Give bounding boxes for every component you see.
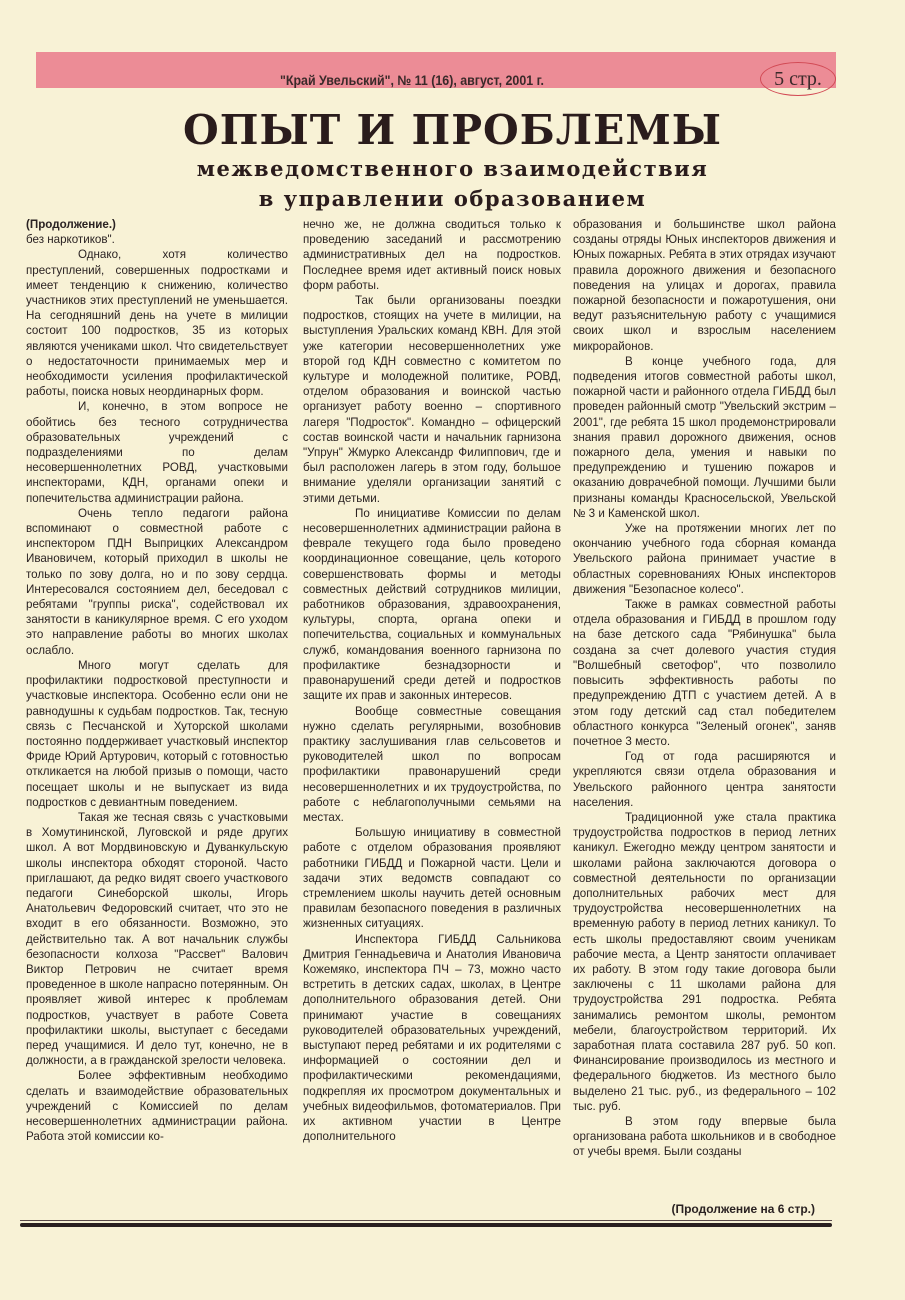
headline-title: ОПЫТ И ПРОБЛЕМЫ: [183, 106, 722, 154]
headline-subtitle-line2: в управлении образованием: [258, 186, 647, 211]
paragraph: Год от года расширяются и укрепляются связи отдела образования и Увельского районного центра занятости населения.: [573, 750, 836, 809]
paragraph: Также в рамках совместной работы отдела образования и ГИБДД в прошлом году на базе детского сада "Рябинушка" была создана за счет долевого участия студия "Волшебный светофор", что позволило повысить эффективность работы по предупреждению ДТП с участием детей. А в этом году детский сад стал победителем областного конкурса "Зеленый огонек", заняв почетное 3 место.: [573, 598, 836, 748]
paragraph: Очень тепло педагоги района вспоминают о совместной работе с инспектором ПДН Выприцких Александром Ивановичем, который приходил в школы не только по зову долга, но и по зову сердца. Интересовался состоянием дел, беседовал с ребятами "группы риска", содействовал их занятости в каникулярное время. С его уходом это направление работы во многих школах ослабло.: [26, 506, 288, 657]
issue-line: "Край Увельский", № 11 (16), август, 2001 г.: [280, 73, 544, 88]
article-column-2: [303, 217, 561, 1144]
continued-from-label: (Продолжение.): [26, 218, 116, 231]
paragraph: без наркотиков".: [26, 233, 115, 247]
paragraph: По инициативе Комиссии по делам несовершеннолетних администрации района в феврале текущего года было проведено координационное совещание, цель которого совершенствовать формы и методы совместных действий сотрудников милиции, работников образования, здравоохранения, культуры, спорта, органа опеки и попечительства, социальных и коммунальных служб, командования военного гарнизона по профилактике безнадзорности и правонарушений среди детей и подростков защите их прав и законных интересов.: [303, 506, 561, 703]
paragraph: образования и большинстве школ района созданы отряды Юных инспекторов движения и Юных пожарных. Ребята в этих отрядах изучают правила дорожного движения и безопасного поведения на улицах и дорогах, правила пожарной безопасности и пожаротушения, они ведут разъяснительную работу с учащимися своих школ и взрослым населением микрорайонов.: [573, 218, 836, 353]
article-column-3: [573, 217, 836, 1160]
paragraph: Традиционной уже стала практика трудоустройства подростков в период летних каникул. Ежегодно между центром занятости и школами района заключаются договора о совместной деятельности по организации дополнительных рабочих мест для трудоустройства несовершеннолетних на временную работу в период летних каникул. То есть школы предоставляют своим ученикам рабочие места, а Центр занятости оплачивает их работу. В этом году такие договора были заключены с 11 школами района для трудоустройства 291 подростка. Ребята занимались ремонтом школы, ремонтом мебели, благоустройством территорий. Их заработная плата составила 287 руб. 50 коп. Финансирование производилось из местного и федерального бюджетов. Из местного было выделено 21 тыс. руб., из федерального – 102 тыс. руб.: [573, 810, 836, 1113]
paragraph: В этом году впервые была организована работа школьников и в свободное от учебы время. Были созданы: [573, 1114, 836, 1159]
paragraph: Много могут сделать для профилактики подростковой преступности и участковые инспектора. Особенно если они не равнодушны к судьбам подростков. Так, тесную связь с Песчанской и Хуторской школами постоянно поддерживает участковый инспектор Фриде Юрий Артурович, который с готовностью откликается на любой призыв о помощи, часто посещает школы и не выпускает из вида подростков с девиантным поведением.: [26, 658, 288, 809]
paragraph: Уже на протяжении многих лет по окончанию учебного года сборная команда Увельского района принимает участие в областных соревнованиях Юных инспекторов движения "Безопасное колесо".: [573, 522, 836, 596]
continued-on-label: (Продолжение на 6 стр.): [671, 1202, 815, 1216]
bottom-rule: [20, 1223, 832, 1227]
paragraph: Большую инициативу в совместной работе с отделом образования проявляют работники ГИБДД и Пожарной части. Цели и задачи этих ведомств совпадают со стремлением школы научить детей основным правилам безопасного поведения в различных жизненных ситуациях.: [303, 826, 561, 931]
bottom-rule-thin: [20, 1220, 832, 1221]
paragraph: Вообще совместные совещания нужно сделать регулярными, возобновив практику заслушивания глав сельсоветов и руководителей школ по вопросам профилактики правонарушений среди несовершеннолетних и их трудоустройства, по работе с неблагополучными семьями на местах.: [303, 704, 561, 824]
paragraph: И, конечно, в этом вопросе не обойтись без тесного сотрудничества образовательных учреждений с подразделениями по делам несовершеннолетних РОВД, участковыми инспекторами, КДН, органами опеки и попечительства администрации района.: [26, 400, 288, 505]
paragraph: Более эффективным необходимо сделать и взаимодействие образовательных учреждений с Комиссией по делам несовершеннолетних администрации района. Работа этой комиссии ко-: [26, 1069, 288, 1144]
paragraph: Так были организованы поездки подростков, стоящих на учете в милиции, на выступления Уральских команд КВН. Для этой уже категории несовершеннолетних уже второй год КДН совместно с комитетом по культуре и молодежной политике, РОВД, отделом образования и воинской частью организует работу военно – спортивного лагеря "Подросток". Командно – офицерский состав воинской части и начальник гарнизона "Упрун" Жмурко Александр Филиппович, где и был расположен лагерь в этом году, большое внимание уделяли организации занятий с этими детьми.: [303, 294, 561, 505]
paragraph: Однако, хотя количество преступлений, совершенных подростками и имеет тенденцию к снижению, количество участников этих преступлений не уменьшается. На сегодняшний день на учете в милиции состоит 100 подростков, 35 из которых являются учениками школ. Что свидетельствует о недостаточности принимаемых мер и необходимости усиления профилактической работы, поиска новых неординарных форм.: [26, 248, 288, 399]
paragraph: В конце учебного года, для подведения итогов совместной работы школ, пожарной части и районного отдела ГИБДД был проведен районный смотр "Увельский экстрим – 2001", где ребята 15 школ продемонстрировали знания правил дорожного движения, основ пожарного дела, умения и навыки по предупреждению и тушению пожаров и оказанию доврачебной помощи. Лучшими были признаны команды Красносельской, Увельской № 3 и Каменской школ.: [573, 354, 836, 520]
article-column-1: [26, 217, 288, 1144]
headline-subtitle-line1: межведомственного взаимодействия: [196, 156, 709, 181]
paragraph: Такая же тесная связь с участковыми в Хомутининской, Луговской и ряде других школ. А вот Мордвиновскую и Дуванкульскую школы инспектора обходят стороной. Часто приглашают, да редко видят своего участкового педагоги Синеборской школы, Игорь Анатольевич Федоровский считает, что это не входит в его обязанности. Возможно, это действительно так. А вот начальник службы безопасности колхоза "Рассвет" Валович Виктор Петрович не считает время проведенное в школе напрасно потерянным. Он проявляет живой интерес к проблемам подростков, участвует в работе Совета профилактики школы, выступает с беседами перед учащимися. И дело тут, конечно, не в должности, а в гражданской зрелости человека.: [26, 810, 288, 1068]
paragraph: Инспектора ГИБДД Сальникова Дмитрия Геннадьевича и Анатолия Ивановича Кожемяко, инспектора ПЧ – 73, можно часто встретить в детских садах, школах, в Центре дополнительного образования детей. Они принимают участие в совещаниях руководителей образовательных учреждений, выступают перед ребятами и их родителями с информацией о состоянии дел и профилактическими рекомендациями, подкрепляя их просмотром документальных и учебных видеофильмов, фотоматериалов. При их активном участии в Центре дополнительного: [303, 932, 561, 1144]
paragraph: нечно же, не должна сводиться только к проведению заседаний и рассмотрению административных дел на подростков. Последнее время идет активный поиск новых форм работы.: [303, 218, 561, 292]
page-number-badge: 5 стр.: [760, 62, 836, 96]
